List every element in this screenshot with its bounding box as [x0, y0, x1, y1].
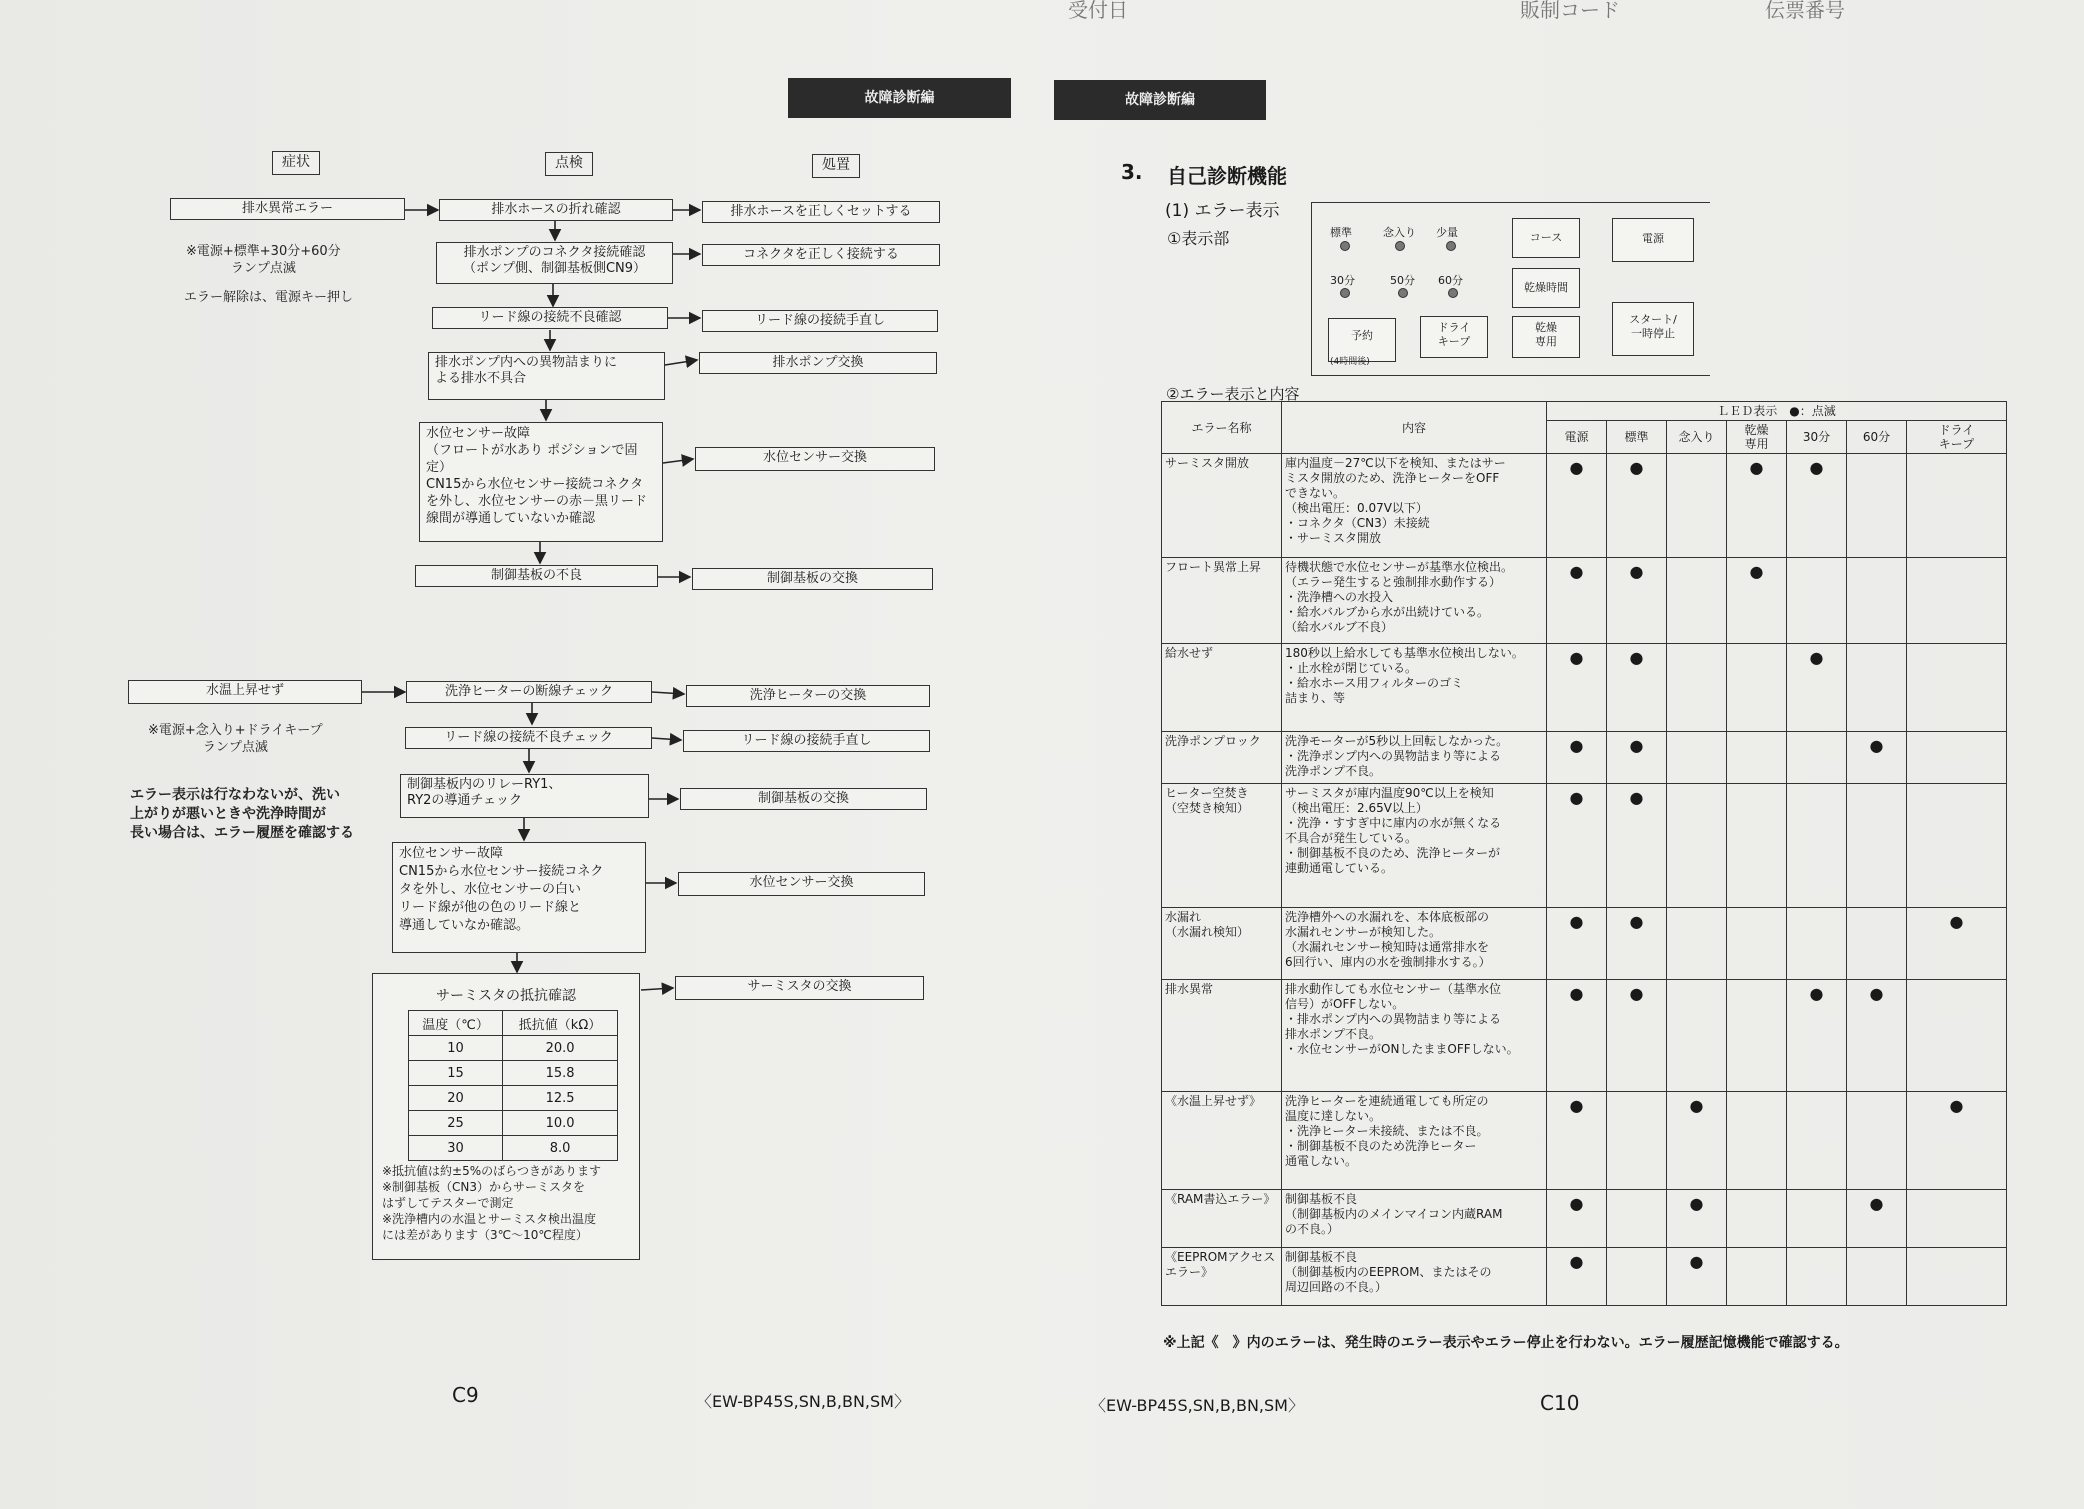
therm-cell: 10.0: [503, 1111, 618, 1136]
error-content-cell: 180秒以上給水しても基準水位検出しない。 ・止水栓が閉じている。 ・給水ホース用フィルターのゴミ 詰まり、等: [1282, 644, 1547, 732]
led-col-header: 30分: [1787, 421, 1847, 454]
led-cell: [1907, 558, 2007, 644]
led-cell: [1727, 644, 1787, 732]
error-content-cell: 洗浄ヒーターを連続通電しても所定の 温度に達しない。 ・洗浄ヒーター未接続、または不良。 ・制御基板不良のため洗浄ヒーター 通電しない。: [1282, 1092, 1547, 1190]
led-blink-dot: ●: [1749, 458, 1764, 477]
left-page-number: C9: [452, 1383, 479, 1407]
flow1-check-4: 排水ポンプ内への異物詰まりに よる排水不具合: [428, 352, 665, 400]
led-blink-dot: ●: [1569, 912, 1584, 931]
led-blink-dot: ●: [1869, 984, 1884, 1003]
led-cell: [1847, 1190, 1907, 1248]
therm-cell: 20: [409, 1086, 503, 1111]
led-cell: [1727, 454, 1787, 558]
error-content-cell: 排水動作しても水位センサー（基準水位 信号）がOFFしない。 ・排水ポンプ内への異物詰まり等による 排水ポンプ不良。 ・水位センサーがONしたままOFFしない。: [1282, 980, 1547, 1092]
flow1-action-5: 水位センサー交換: [695, 447, 935, 471]
panel-label-50min: 50分: [1390, 274, 1415, 287]
error-name-cell: 《水温上昇せず》: [1162, 1092, 1282, 1190]
led-cell: [1727, 908, 1787, 980]
table-row: [1162, 1248, 2007, 1306]
led-cell: [1787, 732, 1847, 784]
panel-label-intensive: 念入り: [1383, 226, 1416, 239]
panel-label-60min: 60分: [1438, 274, 1463, 287]
left-section-header: 故障診断編: [788, 78, 1011, 118]
led-cell: [1847, 644, 1907, 732]
error-name-cell: 水漏れ （水漏れ検知）: [1162, 908, 1282, 980]
table-row: [409, 1086, 618, 1111]
therm-cell: 25: [409, 1111, 503, 1136]
flow1-note-lamp: ※電源+標準+30分+60分 ランプ点滅: [186, 244, 341, 276]
start-pause-button: スタート/ 一時停止: [1612, 302, 1694, 356]
led-cell: [1547, 644, 1607, 732]
error-content-cell: 洗浄槽外への水漏れを、本体底板部の 水漏れセンサーが検知した。 （水漏れセンサー検知時は通常排水を 6回行い、庫内の水を強制排水する。）: [1282, 908, 1547, 980]
col-content: 内容: [1282, 402, 1547, 454]
led-blink-dot: ●: [1949, 1096, 1964, 1115]
led-blink-dot: ●: [1749, 562, 1764, 581]
led-cell: [1847, 558, 1907, 644]
flow1-action-1: 排水ホースを正しくセットする: [702, 201, 940, 223]
led-blink-dot: ●: [1809, 458, 1824, 477]
led-cell: [1667, 644, 1727, 732]
flow1-action-2: コネクタを正しく接続する: [702, 244, 940, 266]
led-cell: [1727, 980, 1787, 1092]
led-cell: [1547, 1248, 1607, 1306]
led-blink-dot: ●: [1569, 648, 1584, 667]
led-cell: [1907, 732, 2007, 784]
led-title: ＬＥＤ表示 ●：点滅: [1547, 402, 2007, 421]
led-cell: [1787, 784, 1847, 908]
led-col-header: 電源: [1547, 421, 1607, 454]
led-cell: [1787, 1190, 1847, 1248]
led-blink-dot: ●: [1569, 458, 1584, 477]
led-blink-dot: ●: [1689, 1096, 1704, 1115]
led-blink-dot: ●: [1629, 912, 1644, 931]
led-blink-dot: ●: [1949, 912, 1964, 931]
led-cell: [1847, 1248, 1907, 1306]
led-cell: [1787, 454, 1847, 558]
reserve-button: 予約: [1328, 318, 1396, 362]
error-name-cell: フロート異常上昇: [1162, 558, 1282, 644]
led-cell: [1547, 454, 1607, 558]
led-cell: [1907, 980, 2007, 1092]
led-cell: [1727, 732, 1787, 784]
led-cell: [1607, 1092, 1667, 1190]
therm-cell: 15.8: [503, 1061, 618, 1086]
led-cell: [1847, 732, 1907, 784]
therm-cell: 8.0: [503, 1136, 618, 1161]
led-blink-dot: ●: [1569, 984, 1584, 1003]
led-cell: [1787, 558, 1847, 644]
therm-header-res: 抵抗値（kΩ）: [503, 1011, 618, 1036]
led-cell: [1607, 454, 1667, 558]
led-col-header: 標準: [1607, 421, 1667, 454]
therm-cell: 20.0: [503, 1036, 618, 1061]
led-cell: [1787, 1092, 1847, 1190]
led-blink-dot: ●: [1629, 736, 1644, 755]
led-cell: [1727, 1248, 1787, 1306]
led-cell: [1667, 454, 1727, 558]
symptom-tag: 症状: [272, 151, 320, 175]
flow1-symptom-box: 排水異常エラー: [170, 198, 405, 220]
led-cell: [1607, 732, 1667, 784]
led-cell: [1607, 908, 1667, 980]
led-indicator: [1448, 288, 1458, 298]
therm-header-temp: 温度（℃）: [409, 1011, 503, 1036]
table-row: [1162, 732, 2007, 784]
led-blink-dot: ●: [1569, 1194, 1584, 1213]
error-content-cell: 待機状態で水位センサーが基準水位検出。 （エラー発生すると強制排水動作する） ・洗浄槽への水投入 ・給水バルブから水が出続けている。 （給水バルブ不良）: [1282, 558, 1547, 644]
error-content-cell: 制御基板不良 （制御基板内のEEPROM、またはその 周辺回路の不良。）: [1282, 1248, 1547, 1306]
led-cell: [1727, 784, 1787, 908]
led-cell: [1547, 908, 1607, 980]
led-cell: [1727, 1092, 1787, 1190]
flow2-check-4: 水位センサー故障 CN15から水位センサー接続コネク タを外し、水位センサーの白い リード線が他の色のリード線と 導通していなか確認。: [392, 842, 646, 953]
led-col-header: 乾燥 専用: [1727, 421, 1787, 454]
led-blink-dot: ●: [1629, 984, 1644, 1003]
flow2-action-2: リード線の接続手直し: [683, 730, 930, 752]
led-cell: [1547, 732, 1607, 784]
led-blink-dot: ●: [1569, 562, 1584, 581]
led-blink-dot: ●: [1569, 788, 1584, 807]
flow2-note-history: エラー表示は行なわないが、洗い 上がりが悪いときや洗浄時間が 長い場合は、エラー履歴を確認する: [130, 787, 354, 841]
flow2-note-lamp: ※電源+念入り+ドライキープ ランプ点滅: [148, 723, 323, 755]
panel-label-small: 少量: [1436, 226, 1458, 239]
flow1-check-3: リード線の接続不良確認: [432, 307, 668, 329]
led-cell: [1907, 1092, 2007, 1190]
therm-cell: 30: [409, 1136, 503, 1161]
flow1-check-2: 排水ポンプのコネクタ接続確認 （ポンプ側、制御基板側CN9）: [436, 242, 673, 284]
error-content-cell: サーミスタが庫内温度90℃以上を検知 （検出電圧：2.65V以上） ・洗浄・すすぎ中に庫内の水が無くなる 不具合が発生している。 ・制御基板不良のため、洗浄ヒーターが 連動通電している。: [1282, 784, 1547, 908]
led-blink-dot: ●: [1569, 1096, 1584, 1115]
panel-label-30min: 30分: [1330, 274, 1355, 287]
subsection-display-unit: ①表示部: [1167, 229, 1230, 248]
flow2-check-1: 洗浄ヒーターの断線チェック: [406, 681, 652, 703]
col-error-name: エラー名称: [1162, 402, 1282, 454]
led-cell: [1907, 644, 2007, 732]
flow2-action-1: 洗浄ヒーターの交換: [686, 685, 930, 707]
therm-cell: 12.5: [503, 1086, 618, 1111]
sales-code-label: 販制コード: [1520, 0, 1620, 22]
led-indicator: [1446, 241, 1456, 251]
led-cell: [1907, 784, 2007, 908]
action-tag: 処置: [812, 154, 860, 178]
flow1-note-reset: エラー解除は、電源キー押し: [184, 290, 354, 305]
flow2-action-4: 水位センサー交換: [678, 872, 925, 896]
led-cell: [1787, 1248, 1847, 1306]
led-blink-dot: ●: [1629, 788, 1644, 807]
section-number: 3.: [1121, 160, 1143, 184]
led-cell: [1787, 908, 1847, 980]
led-blink-dot: ●: [1569, 1252, 1584, 1271]
flow2-check-3: 制御基板内のリレーRY1、 RY2の導通チェック: [400, 774, 649, 818]
led-col-header: 60分: [1847, 421, 1907, 454]
led-indicator: [1340, 241, 1350, 251]
flow1-check-6: 制御基板の不良: [415, 565, 658, 587]
inspect-tag: 点検: [545, 152, 593, 176]
led-blink-dot: ●: [1809, 648, 1824, 667]
table-row: [1162, 980, 2007, 1092]
led-cell: [1667, 784, 1727, 908]
right-section-header: 故障診断編: [1054, 80, 1266, 120]
led-cell: [1607, 980, 1667, 1092]
error-table-body: [1162, 454, 2007, 1306]
error-content-cell: 洗浄モーターが5秒以上回転しなかった。 ・洗浄ポンプ内への異物詰まり等による 洗浄ポンプ不良。: [1282, 732, 1547, 784]
table-row: [1162, 454, 2007, 558]
flow1-action-3: リード線の接続手直し: [702, 310, 938, 332]
led-cell: [1787, 980, 1847, 1092]
error-name-cell: 洗浄ポンプロック: [1162, 732, 1282, 784]
table-row: [1162, 644, 2007, 732]
table-footnote: ※上記《 》内のエラーは、発生時のエラー表示やエラー停止を行わない。エラー履歴記憶機能で確認する。: [1163, 1335, 1849, 1351]
led-cell: [1607, 784, 1667, 908]
table-row: [409, 1111, 618, 1136]
led-indicator: [1395, 241, 1405, 251]
table-row: [1162, 1092, 2007, 1190]
led-cell: [1607, 1190, 1667, 1248]
therm-cell: 15: [409, 1061, 503, 1086]
led-cell: [1907, 1190, 2007, 1248]
led-cell: [1667, 1092, 1727, 1190]
panel-label-standard: 標準: [1330, 226, 1352, 239]
led-cell: [1847, 1092, 1907, 1190]
led-cell: [1547, 558, 1607, 644]
error-name-cell: 《EEPROMアクセス エラー》: [1162, 1248, 1282, 1306]
led-cell: [1547, 784, 1607, 908]
led-cell: [1847, 980, 1907, 1092]
table-row: [409, 1061, 618, 1086]
table-row: [409, 1136, 618, 1161]
led-blink-dot: ●: [1689, 1194, 1704, 1213]
left-model: 〈EW-BP45S,SN,B,BN,SM〉: [696, 1392, 910, 1411]
course-button: コース: [1512, 218, 1580, 258]
dry-time-button: 乾燥時間: [1512, 268, 1580, 308]
led-cell: [1727, 558, 1787, 644]
flow2-action-3: 制御基板の交換: [680, 788, 927, 810]
led-cell: [1667, 1248, 1727, 1306]
flow2-symptom-box: 水温上昇せず: [128, 680, 362, 704]
error-name-cell: サーミスタ開放: [1162, 454, 1282, 558]
led-cell: [1667, 908, 1727, 980]
led-indicator: [1340, 288, 1350, 298]
thermistor-table: [408, 1010, 618, 1161]
dry-keep-button: ドライ キープ: [1420, 316, 1488, 358]
led-cell: [1607, 558, 1667, 644]
table-row: [1162, 1190, 2007, 1248]
table-row: [1162, 908, 2007, 980]
thermistor-notes: ※抵抗値は約±5%のばらつきがあります ※制御基板（CN3）からサーミスタを はずしてテスターで測定 ※洗浄槽内の水温とサーミスタ検出温度 には差があります（3℃～10℃程度）: [382, 1164, 602, 1242]
led-cell: [1907, 1248, 2007, 1306]
received-date-label: 受付日: [1068, 0, 1128, 22]
section-title: 自己診断機能: [1167, 164, 1287, 188]
led-blink-dot: ●: [1629, 458, 1644, 477]
led-blink-dot: ●: [1869, 1194, 1884, 1213]
slip-number-label: 伝票番号: [1765, 0, 1845, 22]
right-page-number: C10: [1540, 1391, 1580, 1415]
led-cell: [1667, 980, 1727, 1092]
therm-cell: 10: [409, 1036, 503, 1061]
led-blink-dot: ●: [1689, 1252, 1704, 1271]
error-name-cell: 給水せず: [1162, 644, 1282, 732]
flow2-check-2: リード線の接続不良チェック: [405, 727, 652, 749]
error-table: [1161, 401, 2007, 1306]
right-model: 〈EW-BP45S,SN,B,BN,SM〉: [1090, 1396, 1304, 1415]
led-cell: [1847, 784, 1907, 908]
led-cell: [1727, 1190, 1787, 1248]
led-cell: [1607, 1248, 1667, 1306]
led-col-header: 念入り: [1667, 421, 1727, 454]
panel-label-4h: (4時間後): [1330, 357, 1370, 367]
led-cell: [1907, 908, 2007, 980]
led-cell: [1667, 558, 1727, 644]
flow1-check-5: 水位センサー故障 （フロートが水あり ポジションで固定） CN15から水位センサー接続コネクタ を外し、水位センサーの赤－黒リード 線間が導通していないか確認: [419, 422, 663, 542]
flow1-action-6: 制御基板の交換: [692, 568, 933, 590]
subsection-error-display: (1) エラー表示: [1165, 201, 1280, 221]
error-content-cell: 庫内温度－27℃以下を検知、またはサー ミスタ開放のため、洗浄ヒーターをOFF できない。 （検出電圧：0.07V以下） ・コネクタ（CN3）未接続 ・サーミスタ開放: [1282, 454, 1547, 558]
led-cell: [1907, 454, 2007, 558]
led-cell: [1667, 1190, 1727, 1248]
error-content-cell: 制御基板不良 （制御基板内のメインマイコン内蔵RAM の不良。）: [1282, 1190, 1547, 1248]
thermistor-title: サーミスタの抵抗確認: [436, 988, 576, 1004]
flow2-action-5: サーミスタの交換: [675, 976, 924, 1000]
error-name-cell: ヒーター空焚き （空焚き検知）: [1162, 784, 1282, 908]
led-col-header: ドライ キープ: [1907, 421, 2007, 454]
led-blink-dot: ●: [1569, 736, 1584, 755]
led-cell: [1847, 908, 1907, 980]
led-indicator: [1398, 288, 1408, 298]
table-row: [1162, 558, 2007, 644]
led-blink-dot: ●: [1629, 648, 1644, 667]
dry-only-button: 乾燥 専用: [1512, 316, 1580, 358]
led-cell: [1547, 1190, 1607, 1248]
table-row: [1162, 784, 2007, 908]
led-cell: [1607, 644, 1667, 732]
led-blink-dot: ●: [1629, 562, 1644, 581]
error-name-cell: 《RAM書込エラー》: [1162, 1190, 1282, 1248]
led-blink-dot: ●: [1869, 736, 1884, 755]
subsection-error-table: ②エラー表示と内容: [1166, 385, 1300, 403]
flow1-action-4: 排水ポンプ交換: [699, 352, 937, 374]
led-blink-dot: ●: [1809, 984, 1824, 1003]
led-cell: [1847, 454, 1907, 558]
led-cell: [1547, 1092, 1607, 1190]
led-cell: [1667, 732, 1727, 784]
led-cell: [1547, 980, 1607, 1092]
power-button: 電源: [1612, 218, 1694, 262]
led-cell: [1787, 644, 1847, 732]
table-row: [409, 1036, 618, 1061]
flow1-check-1: 排水ホースの折れ確認: [439, 199, 673, 221]
error-name-cell: 排水異常: [1162, 980, 1282, 1092]
